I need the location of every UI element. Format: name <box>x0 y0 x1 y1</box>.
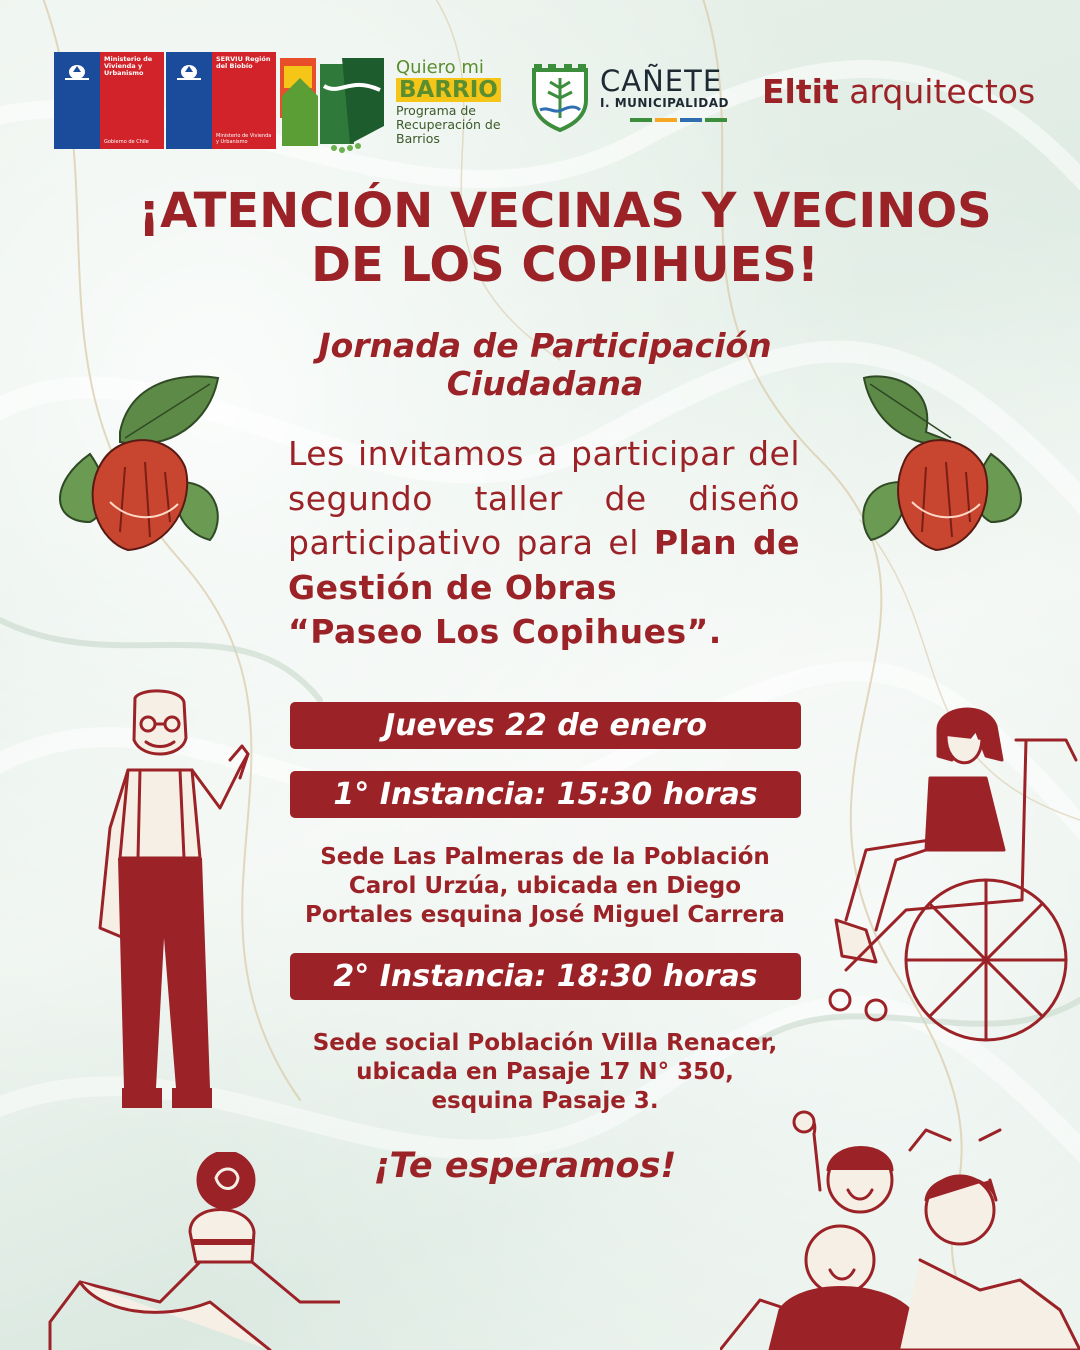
elderly-man-illustration <box>80 688 250 1113</box>
serviu-logo-text: SERVIU Región del Biobío <box>216 55 271 70</box>
family-illustration <box>720 1110 1080 1350</box>
copihue-flower-left-icon <box>50 372 225 557</box>
invitation-project: “Paseo Los Copihues”. <box>288 612 722 651</box>
minvu-logo <box>54 52 164 149</box>
qmb-line2: BARRIO <box>396 78 501 102</box>
canete-sub: I. MUNICIPALIDAD <box>600 96 729 110</box>
eltit-bold: Eltit <box>762 72 839 111</box>
serviu-logo <box>166 52 276 149</box>
instance-1-location-line: Carol Urzúa, ubicada en Diego <box>348 873 742 899</box>
chile-crest-icon <box>174 58 204 82</box>
title-line-2: DE LOS COPIHUES! <box>311 237 819 293</box>
invitation-intro: Les invitamos a participar del segundo taller de diseño participativo para el <box>288 434 800 562</box>
copihue-flower-right-icon <box>856 372 1031 557</box>
instance-2-location <box>270 1029 820 1116</box>
date-banner: Jueves 22 de enero <box>290 702 801 749</box>
reading-person-illustration <box>40 1152 340 1350</box>
instance-2-location-line: Sede social Población Villa Renacer, <box>312 1030 778 1056</box>
chile-crest-icon <box>62 58 92 82</box>
instance-2-location-line: ubicada en Pasaje 17 N° 350, <box>356 1059 734 1085</box>
subtitle: Jornada de Participación Ciudadana <box>318 326 772 403</box>
canete-shield-icon <box>530 64 590 132</box>
qmb-line1: Quiero mi <box>396 57 484 78</box>
page-title <box>100 184 1030 292</box>
title-line-1: ¡ATENCIÓN VECINAS Y VECINOS <box>138 183 992 239</box>
wheelchair-woman-illustration <box>826 700 1080 1055</box>
quiero-mi-barrio-graphic <box>280 56 384 154</box>
instance-1-location-line: Sede Las Palmeras de la Población <box>320 844 770 870</box>
qmb-line3: Programa de Recuperación de Barrios <box>396 103 501 146</box>
instance-1-location <box>270 843 820 930</box>
instance-1-location-line: Portales esquina José Miguel Carrera <box>305 902 785 928</box>
canete-color-bars <box>630 118 729 122</box>
canete-logo <box>600 66 729 122</box>
invitation-text <box>288 432 800 655</box>
minvu-logo-text: Ministerio de Vivienda y Urbanismo <box>104 55 153 77</box>
eltit-arquitectos-logo <box>762 72 1035 111</box>
canete-name: CAÑETE <box>600 64 723 98</box>
instance-1-banner: 1° Instancia: 15:30 horas <box>290 771 801 818</box>
instance-2-banner: 2° Instancia: 18:30 horas <box>290 953 801 1000</box>
eltit-rest: arquitectos <box>838 72 1036 111</box>
instance-2-location-line: esquina Pasaje 3. <box>431 1088 659 1114</box>
invitation-plan: Plan de Gestión de Obras <box>288 523 800 607</box>
quiero-mi-barrio-logo <box>396 58 526 146</box>
minvu-logo-footer: Gobierno de Chile <box>104 139 149 145</box>
serviu-logo-footer: Ministerio de Vivienda y Urbanismo <box>216 133 272 145</box>
closing-text: ¡Te esperamos! <box>373 1146 677 1186</box>
